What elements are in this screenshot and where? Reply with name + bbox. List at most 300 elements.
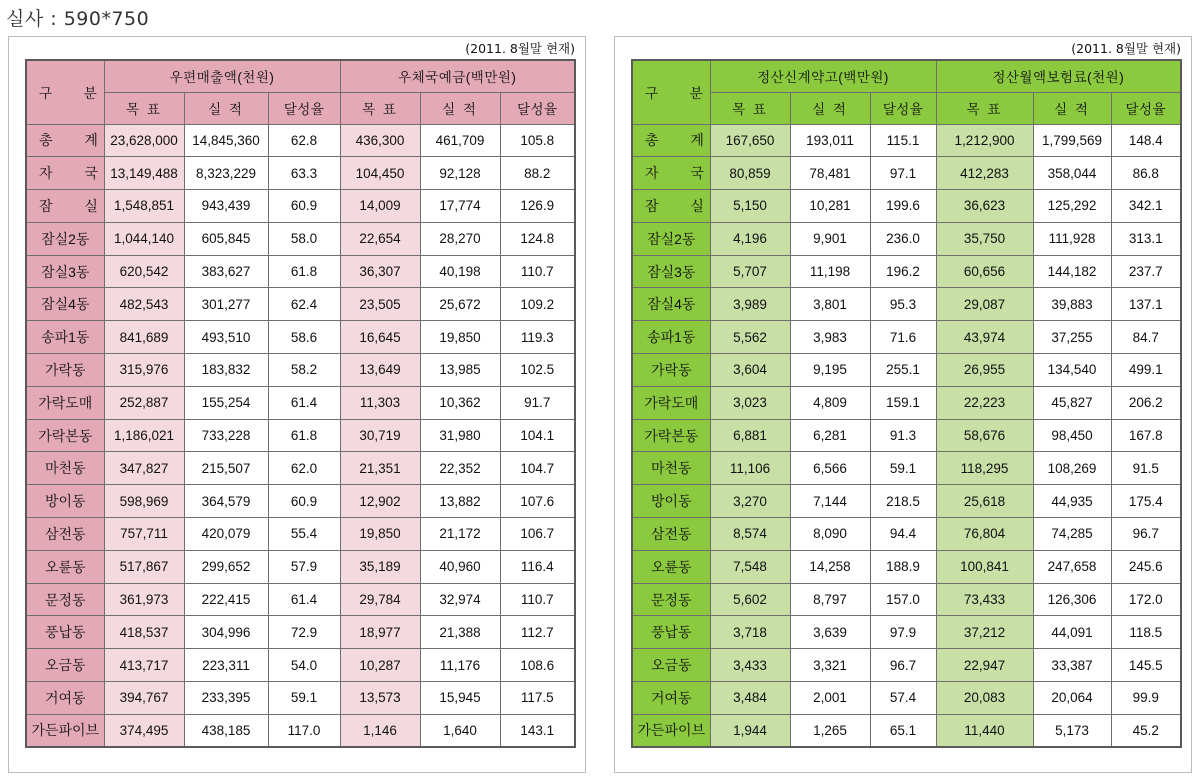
row-label: 오금동 [632,649,710,682]
table-cell: 29,087 [936,288,1033,321]
table-cell: 18,977 [340,616,420,649]
table-cell: 61.8 [268,419,340,452]
table-header [632,60,1181,124]
row-label: 마천동 [632,452,710,485]
table-cell: 461,709 [420,124,500,157]
table-cell: 299,652 [184,550,268,583]
table-cell: 108.6 [500,649,575,682]
table-cell: 118.5 [1111,616,1181,649]
table-cell: 237.7 [1111,255,1181,288]
table-cell: 44,935 [1033,485,1111,518]
table-cell: 94.4 [870,518,936,551]
table-cell: 199.6 [870,190,936,223]
table-cell: 6,881 [710,419,790,452]
table-cell: 104,450 [340,157,420,190]
table-cell: 13,573 [340,682,420,715]
table-cell: 45.2 [1111,714,1181,747]
table-cell: 218.5 [870,485,936,518]
table-cell: 100,841 [936,550,1033,583]
table-row [632,682,1181,715]
row-label: 잠실3동 [632,255,710,288]
table-cell: 55.4 [268,518,340,551]
table-row [26,157,575,190]
table-cell: 124.8 [500,222,575,255]
table-cell: 19,850 [420,321,500,354]
table-cell: 134,540 [1033,354,1111,387]
row-label: 잠실2동 [26,222,104,255]
table-cell: 223,311 [184,649,268,682]
row-label: 풍납동 [26,616,104,649]
table-cell: 106.7 [500,518,575,551]
table-cell: 65.1 [870,714,936,747]
table-cell: 78,481 [790,157,870,190]
header-actual: 실 적 [790,92,870,124]
row-label: 삼전동 [26,518,104,551]
table-cell: 95.3 [870,288,936,321]
table-cell: 157.0 [870,583,936,616]
table-cell: 91.5 [1111,452,1181,485]
header-achievement-rate: 달성율 [870,92,936,124]
table-cell: 172.0 [1111,583,1181,616]
table-cell: 117.0 [268,714,340,747]
table-cell: 118,295 [936,452,1033,485]
table-cell: 206.2 [1111,386,1181,419]
row-label: 잠실4동 [632,288,710,321]
table-cell: 58.6 [268,321,340,354]
header-group-new-contracts: 정산신계약고(백만원) [710,60,936,92]
table-cell: 44,091 [1033,616,1111,649]
table-cell: 109.2 [500,288,575,321]
table-cell: 96.7 [1111,518,1181,551]
table-cell: 620,542 [104,255,184,288]
table-cell: 383,627 [184,255,268,288]
table-cell: 25,672 [420,288,500,321]
table-cell: 92,128 [420,157,500,190]
table-cell: 598,969 [104,485,184,518]
header-target: 목 표 [710,92,790,124]
table-cell: 301,277 [184,288,268,321]
table-header [26,60,575,124]
table-cell: 413,717 [104,649,184,682]
table-cell: 159.1 [870,386,936,419]
table-cell: 247,658 [1033,550,1111,583]
table-cell: 91.7 [500,386,575,419]
table-row [632,485,1181,518]
table-cell: 11,303 [340,386,420,419]
table-cell: 13,985 [420,354,500,387]
date-note: (2011. 8월말 현재) [1071,41,1181,56]
table-cell: 36,623 [936,190,1033,223]
table-cell: 1,640 [420,714,500,747]
table-cell: 62.0 [268,452,340,485]
table-cell: 125,292 [1033,190,1111,223]
table-cell: 45,827 [1033,386,1111,419]
table-cell: 107.6 [500,485,575,518]
table-row [26,682,575,715]
table-cell: 28,270 [420,222,500,255]
table-cell: 1,146 [340,714,420,747]
table-cell: 304,996 [184,616,268,649]
table-cell: 188.9 [870,550,936,583]
table-cell: 29,784 [340,583,420,616]
row-label: 총 계 [26,124,104,157]
table-row [26,550,575,583]
table-cell: 62.4 [268,288,340,321]
table-cell: 342.1 [1111,190,1181,223]
table-row [26,616,575,649]
table-row [26,321,575,354]
table-cell: 60.9 [268,190,340,223]
table-cell: 23,505 [340,288,420,321]
table-cell: 4,809 [790,386,870,419]
table-row [632,222,1181,255]
table-cell: 126.9 [500,190,575,223]
table-cell: 23,628,000 [104,124,184,157]
table-cell: 21,388 [420,616,500,649]
table-cell: 436,300 [340,124,420,157]
table-cell: 10,362 [420,386,500,419]
table-cell: 5,707 [710,255,790,288]
table-cell: 37,212 [936,616,1033,649]
table-cell: 8,323,229 [184,157,268,190]
table-cell: 2,001 [790,682,870,715]
table-cell: 35,189 [340,550,420,583]
table-cell: 1,044,140 [104,222,184,255]
table-cell: 14,009 [340,190,420,223]
table-cell: 61.4 [268,386,340,419]
table-cell: 117.5 [500,682,575,715]
table-row [26,288,575,321]
table-cell: 60.9 [268,485,340,518]
table-cell: 32,974 [420,583,500,616]
table-cell: 137.1 [1111,288,1181,321]
row-label: 방이동 [26,485,104,518]
table-cell: 3,270 [710,485,790,518]
table-cell: 25,618 [936,485,1033,518]
row-label: 가락본동 [632,419,710,452]
header-achievement-rate: 달성율 [500,92,575,124]
table-cell: 11,176 [420,649,500,682]
table-cell: 99.9 [1111,682,1181,715]
table-cell: 17,774 [420,190,500,223]
table-cell: 14,845,360 [184,124,268,157]
table-cell: 15,945 [420,682,500,715]
table-row [26,222,575,255]
table-cell: 943,439 [184,190,268,223]
table-cell: 8,797 [790,583,870,616]
table-cell: 112.7 [500,616,575,649]
table-cell: 374,495 [104,714,184,747]
table-cell: 74,285 [1033,518,1111,551]
table-cell: 757,711 [104,518,184,551]
row-label: 풍납동 [632,616,710,649]
table-cell: 13,882 [420,485,500,518]
table-cell: 418,537 [104,616,184,649]
table-cell: 97.1 [870,157,936,190]
table-cell: 84.7 [1111,321,1181,354]
table-cell: 7,144 [790,485,870,518]
table-cell: 1,548,851 [104,190,184,223]
table-cell: 14,258 [790,550,870,583]
table-cell: 63.3 [268,157,340,190]
table-cell: 9,901 [790,222,870,255]
table-row [26,124,575,157]
row-label: 잠 실 [26,190,104,223]
table-cell: 35,750 [936,222,1033,255]
table-row [632,386,1181,419]
row-label: 송파1동 [26,321,104,354]
row-label: 가락도매 [632,386,710,419]
header-actual: 실 적 [1033,92,1111,124]
table-cell: 105.8 [500,124,575,157]
table-cell: 6,281 [790,419,870,452]
table-cell: 62.8 [268,124,340,157]
table-cell: 76,804 [936,518,1033,551]
table-cell: 54.0 [268,649,340,682]
table-cell: 155,254 [184,386,268,419]
table-cell: 3,989 [710,288,790,321]
table-cell: 3,484 [710,682,790,715]
table-cell: 40,960 [420,550,500,583]
header-target: 목 표 [936,92,1033,124]
table-row [632,649,1181,682]
table-cell: 482,543 [104,288,184,321]
table-row [26,485,575,518]
header-achievement-rate: 달성율 [268,92,340,124]
table-cell: 22,352 [420,452,500,485]
table-row [26,714,575,747]
table-row [632,550,1181,583]
table-cell: 20,064 [1033,682,1111,715]
table-cell: 364,579 [184,485,268,518]
row-label: 오륜동 [632,550,710,583]
table-cell: 58.2 [268,354,340,387]
table-cell: 72.9 [268,616,340,649]
header-corner: 구 분 [26,60,104,124]
table-cell: 22,223 [936,386,1033,419]
table-cell: 245.6 [1111,550,1181,583]
row-label: 가락본동 [26,419,104,452]
table-cell: 144,182 [1033,255,1111,288]
table-cell: 196.2 [870,255,936,288]
table-cell: 13,149,488 [104,157,184,190]
table-cell: 31,980 [420,419,500,452]
table-cell: 110.7 [500,583,575,616]
table-cell: 58,676 [936,419,1033,452]
table-cell: 1,799,569 [1033,124,1111,157]
table-cell: 111,928 [1033,222,1111,255]
table-cell: 3,718 [710,616,790,649]
table-cell: 26,955 [936,354,1033,387]
table-cell: 11,106 [710,452,790,485]
table-cell: 86.8 [1111,157,1181,190]
table-cell: 102.5 [500,354,575,387]
table-cell: 175.4 [1111,485,1181,518]
table-cell: 222,415 [184,583,268,616]
table-cell: 1,944 [710,714,790,747]
row-label: 가든파이브 [26,714,104,747]
table-cell: 1,212,900 [936,124,1033,157]
table-row [632,518,1181,551]
table-row [632,714,1181,747]
header-corner: 구 분 [632,60,710,124]
insurance-stats-panel [614,36,1192,773]
table-cell: 10,281 [790,190,870,223]
table-cell: 60,656 [936,255,1033,288]
table-cell: 5,173 [1033,714,1111,747]
table-row [632,419,1181,452]
table-cell: 3,639 [790,616,870,649]
header-achievement-rate: 달성율 [1111,92,1181,124]
table-cell: 13,649 [340,354,420,387]
table-cell: 116.4 [500,550,575,583]
table-cell: 59.1 [870,452,936,485]
table-cell: 98,450 [1033,419,1111,452]
table-cell: 37,255 [1033,321,1111,354]
table-row [26,419,575,452]
table-row [632,452,1181,485]
table-row [26,386,575,419]
table-cell: 119.3 [500,321,575,354]
table-row [632,354,1181,387]
table-cell: 20,083 [936,682,1033,715]
row-label: 가락동 [632,354,710,387]
row-label: 잠 실 [632,190,710,223]
table-cell: 7,548 [710,550,790,583]
table-cell: 21,351 [340,452,420,485]
postal-stats-table [25,59,576,748]
table-cell: 88.2 [500,157,575,190]
table-cell: 43,974 [936,321,1033,354]
table-row [632,124,1181,157]
table-cell: 36,307 [340,255,420,288]
table-cell: 145.5 [1111,649,1181,682]
table-cell: 30,719 [340,419,420,452]
row-label: 가든파이브 [632,714,710,747]
insurance-stats-table [631,59,1182,748]
table-cell: 5,562 [710,321,790,354]
table-cell: 73,433 [936,583,1033,616]
table-cell: 1,186,021 [104,419,184,452]
table-cell: 4,196 [710,222,790,255]
table-cell: 33,387 [1033,649,1111,682]
row-label: 마천동 [26,452,104,485]
row-label: 잠실4동 [26,288,104,321]
table-cell: 40,198 [420,255,500,288]
table-cell: 255.1 [870,354,936,387]
row-label: 거여동 [632,682,710,715]
row-label: 문정동 [632,583,710,616]
table-row [26,583,575,616]
table-cell: 394,767 [104,682,184,715]
table-cell: 347,827 [104,452,184,485]
table-cell: 215,507 [184,452,268,485]
table-cell: 3,321 [790,649,870,682]
table-cell: 148.4 [1111,124,1181,157]
row-label: 가락도매 [26,386,104,419]
table-cell: 71.6 [870,321,936,354]
table-cell: 438,185 [184,714,268,747]
table-cell: 193,011 [790,124,870,157]
table-cell: 96.7 [870,649,936,682]
header-actual: 실 적 [420,92,500,124]
table-cell: 3,983 [790,321,870,354]
row-label: 송파1동 [632,321,710,354]
table-cell: 167,650 [710,124,790,157]
table-row [26,452,575,485]
table-row [26,190,575,223]
table-cell: 8,090 [790,518,870,551]
table-cell: 104.1 [500,419,575,452]
table-cell: 493,510 [184,321,268,354]
table-cell: 22,947 [936,649,1033,682]
table-cell: 315,976 [104,354,184,387]
table-cell: 19,850 [340,518,420,551]
table-cell: 39,883 [1033,288,1111,321]
table-row [26,255,575,288]
table-cell: 10,287 [340,649,420,682]
header-group-postal-savings: 우체국예금(백만원) [340,60,575,92]
table-cell: 104.7 [500,452,575,485]
table-cell: 126,306 [1033,583,1111,616]
header-group-monthly-premiums: 정산월액보험료(천원) [936,60,1181,92]
table-cell: 59.1 [268,682,340,715]
row-label: 거여동 [26,682,104,715]
header-target: 목 표 [104,92,184,124]
table-cell: 233,395 [184,682,268,715]
row-label: 자 국 [26,157,104,190]
table-row [632,255,1181,288]
table-cell: 167.8 [1111,419,1181,452]
row-label: 오금동 [26,649,104,682]
table-cell: 252,887 [104,386,184,419]
table-cell: 97.9 [870,616,936,649]
table-cell: 3,023 [710,386,790,419]
row-label: 잠실3동 [26,255,104,288]
table-cell: 110.7 [500,255,575,288]
table-cell: 22,654 [340,222,420,255]
table-cell: 1,265 [790,714,870,747]
table-cell: 58.0 [268,222,340,255]
table-cell: 358,044 [1033,157,1111,190]
row-label: 방이동 [632,485,710,518]
page-title: 실사 : 590*750 [6,8,150,30]
postal-stats-panel [8,36,586,773]
table-cell: 16,645 [340,321,420,354]
table-cell: 11,198 [790,255,870,288]
table-cell: 841,689 [104,321,184,354]
header-actual: 실 적 [184,92,268,124]
table-cell: 57.9 [268,550,340,583]
table-row [632,583,1181,616]
date-note: (2011. 8월말 현재) [465,41,575,56]
table-cell: 236.0 [870,222,936,255]
table-cell: 6,566 [790,452,870,485]
table-row [632,190,1181,223]
table-cell: 517,867 [104,550,184,583]
table-cell: 143.1 [500,714,575,747]
table-cell: 61.8 [268,255,340,288]
table-cell: 11,440 [936,714,1033,747]
row-label: 자 국 [632,157,710,190]
table-row [632,321,1181,354]
table-row [632,616,1181,649]
table-cell: 3,604 [710,354,790,387]
table-cell: 3,801 [790,288,870,321]
table-cell: 5,150 [710,190,790,223]
table-cell: 80,859 [710,157,790,190]
table-cell: 361,973 [104,583,184,616]
